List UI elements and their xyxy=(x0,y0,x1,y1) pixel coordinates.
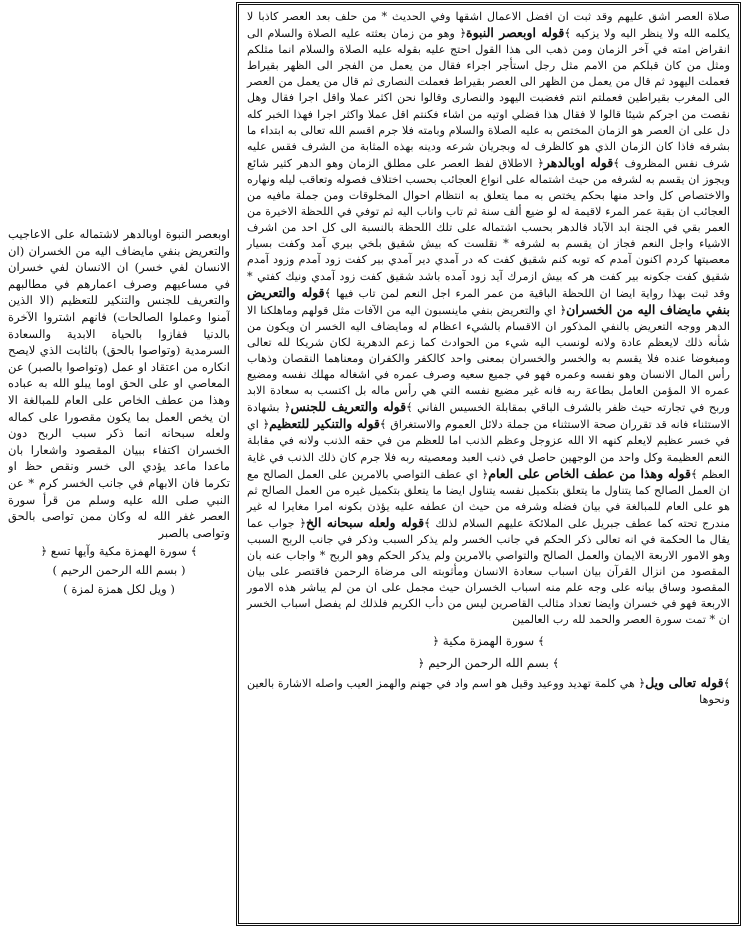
ornament-left: ﴾ xyxy=(564,27,571,41)
main-text-segment: اي والتعريض بنفي ماينسبون اليه من الآفات مثل قولهم وماهلكنا الا الدهر ووجه التعريض بالنفي المذكور ان الاقسام بالشيء اعظام له ومايضاف اليه الخسر ان ويكون من شأنه ذلك لايعظم عادة ولانه لونسب اليه شيء من الحوادث كما زعم الدهرية لكان شريكا لله تعالى ومبغوضا عنده فلا يقسم به والخسر والخسران بمعنى واحد كالكفر والكفران ومعناهما النقصان وذهاب رأس المال الانسان وهو نفسه وعمره فهو في جميع سعيه وصرف عمره في اشغاله مهلك نفسه ومضيع عمره الا المؤمن العامل بطاعة ربه فانه غير مضيع نفسه التي هي رأس ماله بل اكتسب به سعادة الابد وربح في تجارته حيث ظفر بالشرف الباقي بمقابلة الخسيس الفاني xyxy=(247,303,730,415)
main-text-segment: اي عطف التواصي بالامرين على العمل الصالح مع ان العمل الصالح كما يتناول ما يتعلق بتكميل نفسه يتناول ايضا ما يتعلق بتكميل غيره من العمل الصالح ثم هو على العام للمبالغة في بيان فضله وشرفه من حيث ان عطفه عليه يؤذن بكونه امرا مغايرا له غير مندرج تحته كما عطف جبريل على الملائكة عليهم السلام لذلك xyxy=(247,467,731,530)
ornament-right: ﴿ xyxy=(40,545,48,559)
ornament-right: ﴿ xyxy=(432,634,439,648)
ornament-right: ﴿ xyxy=(417,656,425,670)
margin-surah-heading xyxy=(8,543,230,560)
ornament-right: ﴿ xyxy=(481,467,489,481)
margin-verse-text: ويل لكل همزة لمزة xyxy=(71,582,167,597)
keyword-heading: قوله تعالى ويل xyxy=(645,674,724,690)
main-text-segment: الاطلاق لفظ العصر على مطلق الزمان وهو الدهر كثير شائع ويجوز ان يقسم به لشرفه من حيث اشتماله على انواع العجائب بحسب اختلاف فصوله وتعاقب ليله ونهاره والاختصاص كل واحد منها بحكم يختص به مما يتعلق به انتظام احوال المخلوقات ومن جملة مافيه من العجائب ان بقية عمر المرء لاقيمة له لو ضيع ألف سنة ثم تاب واناب اليه ثم توفي في اللحظة الاخيرة من العمر بقي في الجنة ابد الآباد فالدهر بحسب اشتماله على تلك اللحظة بالنسبة الى كل احد من اشرف الاشياء واجل النعم فجاز ان يقسم به لشرفه * نقلست كه بيش شقيق بلخي بيري آمد وكفت بسيار معصيتها كردم اكنون آمدم كه توبه كنم شقيق كفت كه در آمدي دير آمدي بير كفت زود آمدم وزود آمدم شقيق كفت جكونه بير كفت هر كه بيش ازمرك آيد زود آمده باشد شقيق كفت زود آمدي ونيك كفتي * وقد ثبت بهذا رواية ايضا ان اللحظة الباقية من عمر المرء اجل النعم لمن تاب فيها xyxy=(247,156,731,300)
margin-verse: ( ويل لكل همزة لمزة ) xyxy=(63,582,175,597)
ornament-left: ﴾ xyxy=(552,656,560,670)
main-commentary-text xyxy=(247,9,730,629)
main-paragraph xyxy=(247,9,730,629)
margin-surah-heading-text: سورة الهمزة مكية وآيها تسع xyxy=(50,544,188,559)
keyword-heading: قوله والتعريف للجنس xyxy=(290,399,407,415)
ornament-left: ﴾ xyxy=(538,634,545,648)
main-text-segment: صلاة العصر اشق عليهم وقد ثبت ان افضل الاعمال اشقها وفي الحديث * من حلف بعد العصر كاذبا لا يكلمه الله ولا ينظر اليه ولا يزكيه xyxy=(247,10,730,41)
ornament-left: ﴾ xyxy=(379,418,387,432)
ornament-right: ﴿ xyxy=(537,156,544,170)
ornament-left: ﴾ xyxy=(723,676,731,690)
main-text-segment: وهو من زمان بعثته عليه الصلاة والسلام الى انقراض امته في آخر الزمان ومن ذهب الى هذا القول احتج عليه بقوله عليه الصلاة والسلام انما مثلكم ومثل من كان قبلكم من الامم مثل رجل استأجر اجراء فقال من يعمل من الفجر الى الظهر بقيراط فعملت اليهود ثم قال من يعمل من الظهر الى العصر بقيراط فعملت النصارى ثم قال من يعمل من العصر الى المغرب بقيراطين فعملتم انتم فغضبت اليهود والنصارى وقالوا نحن اكثر عملا واقل اجرا فقال وهل نقصت من اجركم شيئا قالوا لا فقال هذا فضلي اوتيه من اشاء فكنتم اقل عملا واكثر اجرا فهذا الخبر كله دل على ان العصر هو الزمان المختص به عليه الصلاة والسلام وبامته فلا جرم اقسم الله تعالى به ابتداء ما بشرفه فاذا كان الزمان الذي هو كالظرف له وبجريان شرعه ودينه بهذه المثابة من الشرف فقس عليه شرف نفس المظروف xyxy=(247,27,730,170)
margin-paragraph: اوبعصر النبوة اوبالدهر لاشتماله على الاعاجيب والتعريض بنفي مايضاف اليه من الخسران (ان الانسان لفي خسر) ان الانسان لفي خسران في مساعيهم وصرف اعمارهم في مطالبهم والتعريف للجنس والتنكير للتعظيم (الا الذين آمنوا وعملوا الصالحات) فانهم اشتروا الآخرة بالدنيا ففازوا بالحياة الابدية والسعادة السرمدية (وتواصوا بالحق) بالثابت الذي لايصح انكاره من اعتقاد او عمل (وتواصوا بالصبر) عن المعاصي او على الحق اوما يبلو الله به عباده وهذا من عطف الخاص على العام للمبالغة الا ان يخص العمل بما يكون مقصورا على كماله ولعله سبحانه انما ذكر سبب الربح دون الخسران اكتفاء ببيان المقصود واشعارا بان ماعدا ماعد يؤدي الى خسر ونقص حظ او تكرما فان الابهام في جانب الخسر كرم * عن النبي صلى الله عليه وسلم من قرأ سورة العصر غفر الله له وكان ممن تواصى بالحق وتواصى بالصبر xyxy=(8,227,230,540)
main-commentary-frame xyxy=(236,2,741,926)
ornament-right: ﴿ xyxy=(638,676,646,690)
ornament-right: ﴿ xyxy=(459,27,467,41)
margin-basmala-text: بسم الله الرحمن الرحيم xyxy=(60,563,178,578)
ornament-right: ﴿ xyxy=(262,418,270,432)
main-text-segment: جواب عما يقال ما الحكمة في انه تعالى ذكر الحكم في جانب الخسر ولم يذكر السبب وذكر في جانب الربح السبب وهو الامور الاربعة الايمان والعمل الصالح والتواصي بالامرين ولم يذكر الحكم وهو الربح * واجاب عنه بان المقصود من انزال القرآن بيان اسباب سعادة الانسان ومأثوبته الى مرضاة الرحمن فاقتصر على بيان المقصود وساق بيانه على وجه علم منه اسباب الخسران حيث مجمل على ان من لم يباشر هذه الامور الاربعة فهو في خسران وايضا تعداد مثالب القاصرين ليس من دأب الكريم فلذلك لم يفصل اسباب الخسر ان * تمت سورة العصر والحمد لله رب العالمين xyxy=(247,516,730,627)
margin-text-column xyxy=(8,226,230,598)
surah-heading xyxy=(247,632,730,651)
surah-heading-text: سورة الهمزة مكية xyxy=(442,633,535,648)
ornament-left: ﴾ xyxy=(406,401,413,415)
ornament-left: ﴾ xyxy=(324,286,332,300)
keyword-heading: قوله ولعله سبحانه الخ xyxy=(305,514,425,530)
ornament-right: ﴿ xyxy=(299,516,306,530)
ornament-right: ﴿ xyxy=(559,303,567,317)
ornament-left: ﴾ xyxy=(690,467,698,481)
main-text-segment: اي في خسر عظيم لايعلم كنهه الا الله عزوجل وعظم الذنب اما للعظم من في حقه الذنب ولانه في مقابلة النعم العظيمة وكل واحد من الوجهين حاصل في ذنب العبد ومعصيته ربه فلا جرم كان ذلك الذنب في غاية العظم xyxy=(247,418,731,481)
ornament-left: ﴾ xyxy=(190,545,198,559)
ornament-left: ﴾ xyxy=(613,156,620,170)
keyword-heading: قوله اوبالدهر xyxy=(543,154,614,170)
keyword-heading: قوله والتعريض بنفي مايضاف اليه من الخسران xyxy=(247,284,730,317)
keyword-heading: قوله والتنكير للتعظيم xyxy=(269,416,380,432)
final-line xyxy=(247,675,730,708)
basmala-text: بسم الله الرحمن الرحيم xyxy=(428,655,549,670)
ornament-left: ﴾ xyxy=(424,516,431,530)
ornament-right: ﴿ xyxy=(284,401,291,415)
keyword-heading: قوله وهذا من عطف الخاص على العام xyxy=(488,465,691,481)
keyword-heading: قوله اوبعصر النبوة xyxy=(466,25,565,41)
margin-basmala: ( بسم الله الرحمن الرحيم ) xyxy=(52,563,186,578)
basmala xyxy=(247,654,730,673)
final-line-text: هي كلمة تهديد ووعيد وقيل هو اسم واد في جهنم والهمز العيب واصله الاشارة بالعين ونحوها xyxy=(247,676,730,706)
main-text-segment: بشهادة الاستثناء فانه قد تقرران صحة الاستثناء من جملة دلائل العموم والاستغراق xyxy=(247,401,730,432)
